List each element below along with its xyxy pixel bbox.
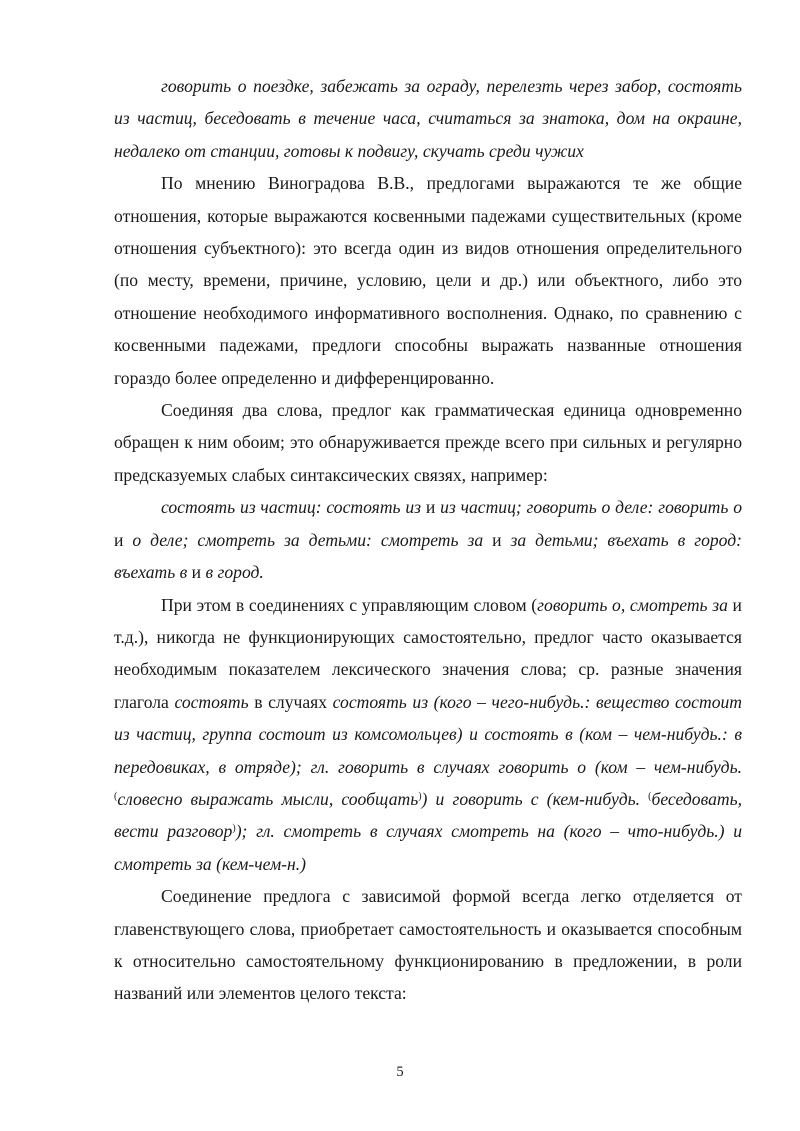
- text-run: При этом в соединениях с управляющим словом (: [161, 594, 538, 615]
- text-run: в город.: [205, 562, 264, 583]
- paragraph-independence: [114, 880, 742, 1010]
- text-run: состоять из (кого – чего-нибудь.: вещество состоит из частиц, группа состоит из комсомольцев) и состоять в (ком – чем-нибудь.: в передовиках, в отряде); гл. говорить в случаях говорить о (ком – чем-нибудь.: [114, 691, 742, 777]
- paragraph-examples-1: [114, 70, 742, 167]
- text-run: ): [418, 790, 422, 802]
- text-run: По мнению Виноградова В.В., предлогами выражаются те же общие отношения, которые выражаются косвенными падежами существительных (кроме отношения субъектного): это всегда один из видов отношения определительного (по месту, времени, причине, условию, цели и др.) или объектного, либо это отношение необходимого информативного восполнения. Однако, по сравнению с косвенными падежами, предлоги способны выражать названные отношения гораздо более определенно и дифференцированно.: [114, 173, 742, 388]
- text-run: (: [648, 790, 652, 802]
- text-run: (: [114, 790, 118, 802]
- text-run: и т.д.), никогда не функционирующих самостоятельно, предлог часто оказывается необходимым показателем лексического значения слова; ср. разные значения глагола: [114, 594, 742, 712]
- text-run: в случаях: [248, 691, 333, 712]
- text-run: Соединение предлога с зависимой формой всегда легко отделяется от главенствующего слова, приобретает самостоятельность и оказывается способным к относительно самостоятельному функционированию в предложении, в роли названий или элементов целого текста:: [114, 886, 742, 1004]
- page-number: 5: [396, 1064, 404, 1080]
- text-run: состоять: [174, 691, 249, 712]
- text-run: и: [114, 529, 133, 550]
- paragraph-examples-2: [114, 491, 742, 588]
- text-run: беседовать, вести разговор: [114, 788, 742, 842]
- text-run: словесно выражать мысли, сообщать: [117, 788, 419, 809]
- text-run: ) и говорить с (кем-нибудь.: [421, 788, 649, 809]
- text-run: говорить о, смотреть за: [537, 594, 728, 615]
- text-run: Соединяя два слова, предлог как грамматическая единица одновременно обращен к ним обоим; это обнаруживается прежде всего при сильных и регулярно предсказуемых слабых синтаксических связях, например:: [114, 400, 742, 485]
- text-run: и: [421, 497, 441, 518]
- text-run: из частиц; говорить о деле: говорить о: [440, 497, 743, 518]
- text-run: и: [483, 529, 511, 550]
- text-run: и: [187, 562, 206, 583]
- text-run: говорить о поездке, забежать за ограду, перелезть через забор, состоять из частиц, беседовать в течение часа, считаться за знатока, дом на окраине, недалеко от станции, готовы к подвигу, скучать среди чужих: [114, 76, 742, 161]
- paragraph-preposition-unit: [114, 394, 742, 491]
- body-text: [114, 70, 742, 1010]
- paragraph-vinogradov: [114, 167, 742, 394]
- text-run: состоять из частиц: состоять из: [161, 497, 422, 518]
- text-run: ): [232, 823, 236, 835]
- paragraph-lexical-meaning: [114, 589, 742, 881]
- text-run: о деле; смотреть за детьми: смотреть за: [132, 529, 484, 550]
- text-run: ); гл. смотреть в случаях смотреть на (кого – что-нибудь.) и смотреть за (кем-чем-н.): [114, 821, 742, 874]
- text-run: за детьми; въехать в город: въехать в: [114, 529, 742, 583]
